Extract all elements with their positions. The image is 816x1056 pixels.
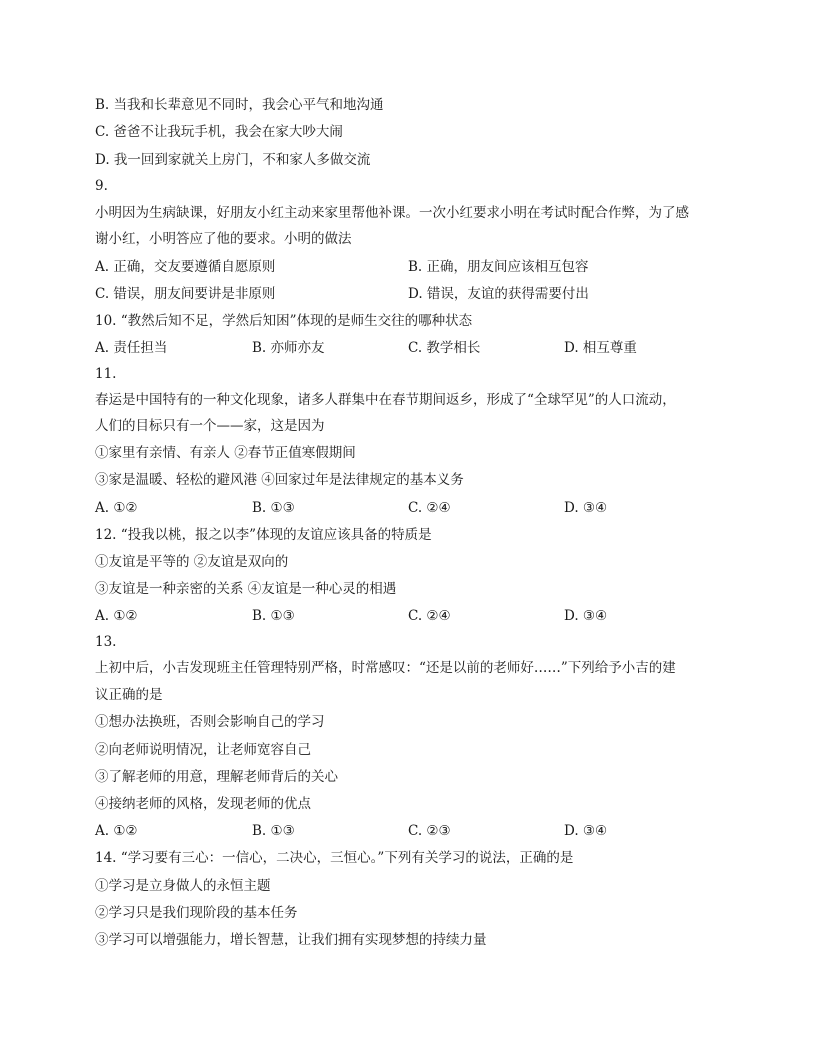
q13-number: 13. [95,634,117,650]
q11-option-d: D. ③④ [564,500,608,516]
q11-number: 11. [95,366,117,382]
q13-item-1: ①想办法换班，否则会影响自己的学习 [95,714,325,730]
q11-item-line-2: ③家是温暖、轻松的避风港 ④回家过年是法律规定的基本义务 [95,472,464,488]
q10-stem: 10. “教然后知不足，学然后知困”体现的是师生交往的哪种状态 [95,313,473,329]
q13-option-d: D. ③④ [564,823,608,839]
q11-option-a: A. ①② [95,500,138,516]
q13-item-3: ③了解老师的用意，理解老师背后的关心 [95,769,338,785]
q13-item-2: ②向老师说明情况，让老师宽容自己 [95,742,311,758]
q9-number: 9. [95,178,108,194]
q12-item-line-2: ③友谊是一种亲密的关系 ④友谊是一种心灵的相遇 [95,581,397,597]
q9-stem-line-1: 小明因为生病缺课，好朋友小红主动来家里帮他补课。一次小红要求小明在考试时配合作弊，为了感 [95,205,689,221]
q8-option-b: B. 当我和长辈意见不同时，我会心平气和地沟通 [95,97,384,113]
q13-option-c: C. ②③ [408,823,451,839]
q11-stem-line-1: 春运是中国特有的一种文化现象，诸多人群集中在春节期间返乡，形成了“全球罕见”的人口流动， [95,392,676,408]
q8-option-d: D. 我一回到家就关上房门，不和家人多做交流 [95,152,371,168]
q10-option-c: C. 教学相长 [408,340,481,356]
q11-stem-line-2: 人们的目标只有一个——家，这是因为 [95,418,325,434]
q12-option-d: D. ③④ [564,608,608,624]
q11-item-line-1: ①家里有亲情、有亲人 ②春节正值寒假期间 [95,445,356,461]
q13-option-a: A. ①② [95,823,138,839]
q9-option-a: A. 正确，交友要遵循自愿原则 [95,259,276,275]
q13-item-4: ④接纳老师的风格，发现老师的优点 [95,796,311,812]
q12-option-a: A. ①② [95,608,138,624]
q13-stem-line-2: 议正确的是 [95,687,163,703]
q11-option-c: C. ②④ [408,500,451,516]
q11-option-b: B. ①③ [252,500,295,516]
q14-item-3: ③学习可以增强能力，增长智慧，让我们拥有实现梦想的持续力量 [95,932,487,948]
q13-option-b: B. ①③ [252,823,295,839]
q9-option-d: D. 错误，友谊的获得需要付出 [408,286,589,302]
q13-stem-line-1: 上初中后，小吉发现班主任管理特别严格，时常感叹：“还是以前的老师好……”下列给予小吉的建 [95,660,676,676]
q14-stem: 14. “学习要有三心：一信心，二决心，三恒心。”下列有关学习的说法，正确的是 [95,850,574,866]
q9-option-b: B. 正确，朋友间应该相互包容 [408,259,589,275]
q8-option-c: C. 爸爸不让我玩手机，我会在家大吵大闹 [95,124,343,140]
q10-option-b: B. 亦师亦友 [252,340,325,356]
q12-option-b: B. ①③ [252,608,295,624]
q10-option-d: D. 相互尊重 [564,340,637,356]
q12-option-c: C. ②④ [408,608,451,624]
q14-item-2: ②学习只是我们现阶段的基本任务 [95,905,298,921]
q9-option-c: C. 错误，朋友间要讲是非原则 [95,286,276,302]
q9-stem-line-2: 谢小红，小明答应了他的要求。小明的做法 [95,231,352,247]
q12-stem: 12. “投我以桃，报之以李”体现的友谊应该具备的特质是 [95,527,432,543]
q14-item-1: ①学习是立身做人的永恒主题 [95,878,271,894]
q12-item-line-1: ①友谊是平等的 ②友谊是双向的 [95,554,289,570]
q10-option-a: A. 责任担当 [95,340,168,356]
